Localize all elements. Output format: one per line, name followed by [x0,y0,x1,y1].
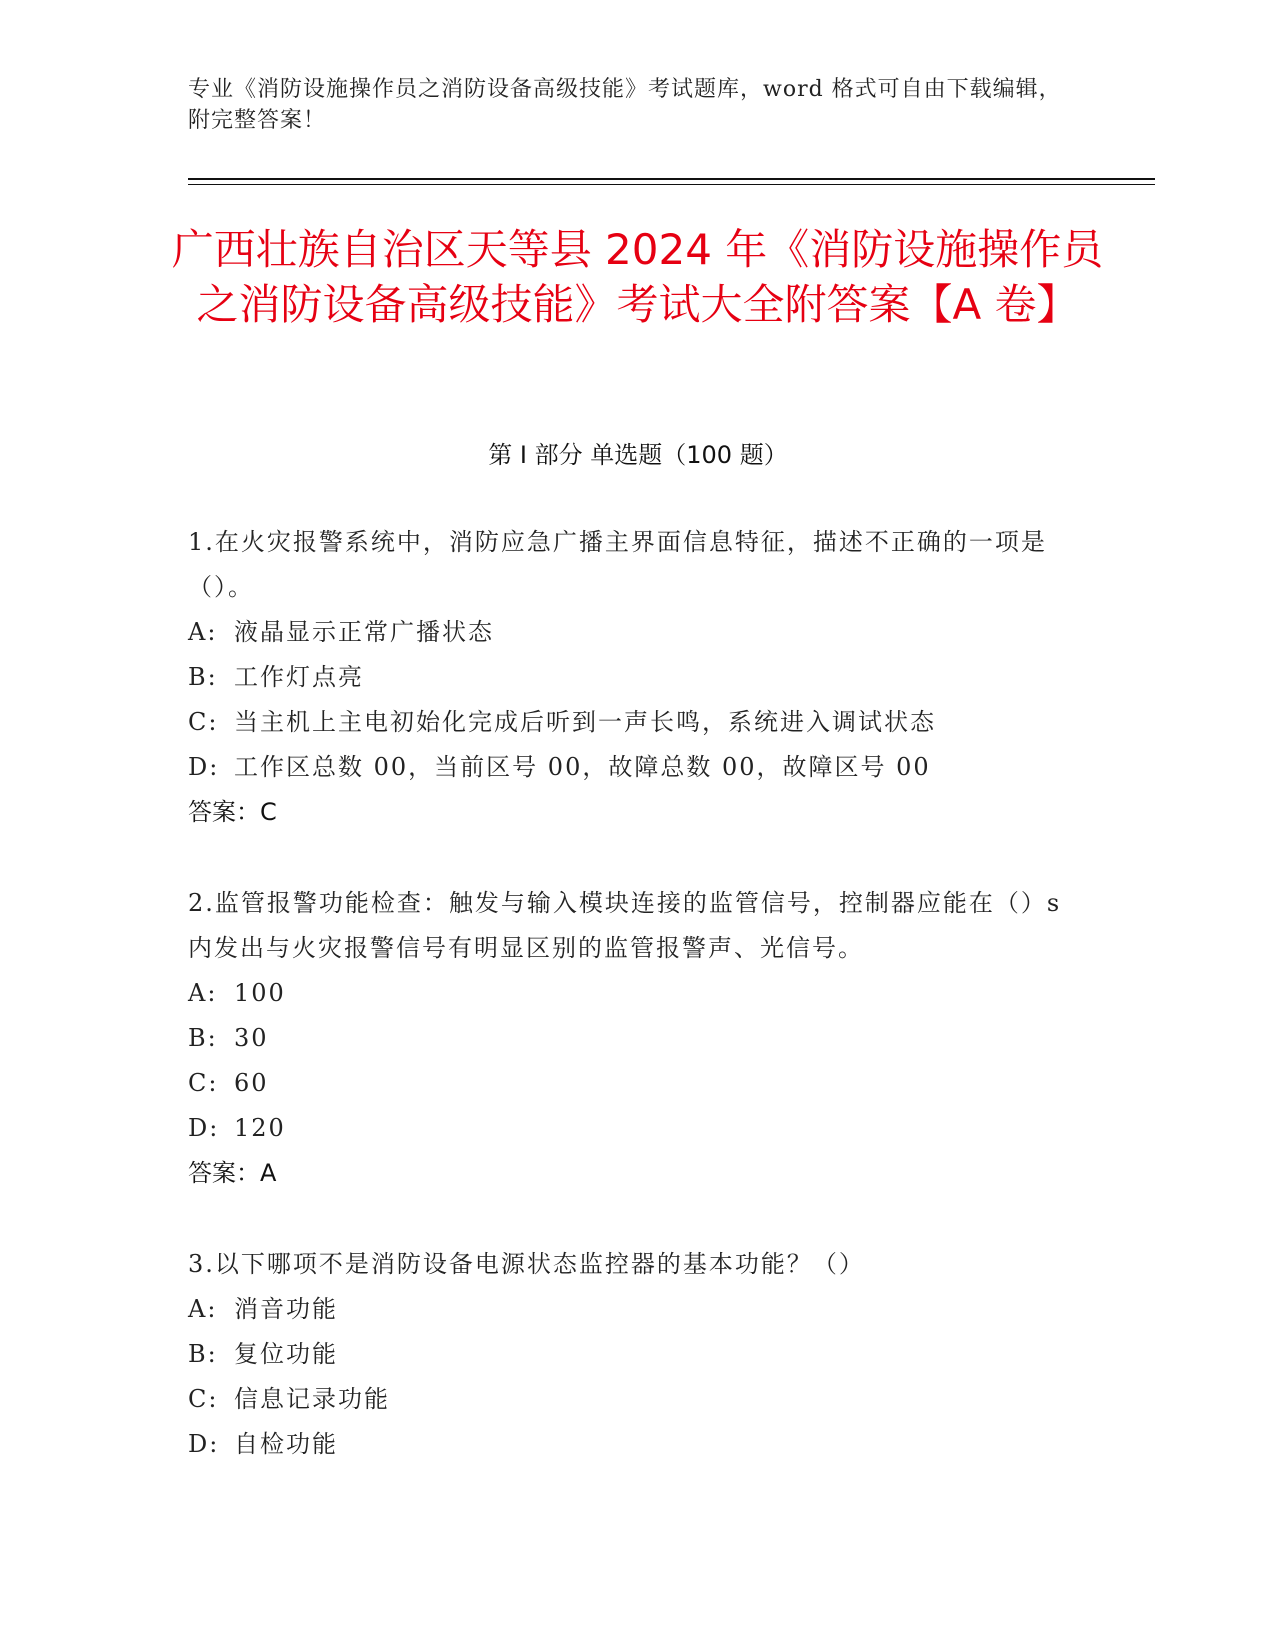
option-key: A: [188,1295,218,1323]
option-text: 120 [234,1114,286,1142]
option-text: 自检功能 [234,1430,338,1458]
option-key: D: [188,753,220,781]
option-text: 当主机上主电初始化完成后听到一声长鸣，系统进入调试状态 [234,708,936,736]
option-text: 工作区总数 00，当前区号 00，故障总数 00，故障区号 00 [234,753,931,781]
option-text: 30 [234,1024,269,1052]
option-a [188,1287,1068,1332]
option-key: A: [188,979,218,1007]
option-b [188,1332,1068,1377]
option-key: B: [188,1340,218,1368]
option-key: B: [188,1024,218,1052]
answer-label: 答案：A [188,1159,277,1187]
question-stem: 2.监管报警功能检查：触发与输入模块连接的监管信号，控制器应能在（）s 内发出与火灾报警信号有明显区别的监管报警声、光信号。 [188,889,1062,962]
option-text: 消音功能 [234,1295,338,1323]
option-a [188,971,1068,1016]
option-d [188,1106,1068,1151]
option-c [188,700,1068,745]
section-title: 第 I 部分 单选题（100 题） [488,441,788,469]
option-text: 复位功能 [234,1340,338,1368]
option-key: D: [188,1114,220,1142]
header-note: 专业《消防设施操作员之消防设备高级技能》考试题库，word 格式可自由下载编辑，附完整答案！ [188,77,1062,133]
option-text: 100 [234,979,286,1007]
option-text: 信息记录功能 [234,1385,390,1413]
option-key: C: [188,1385,219,1413]
option-key: C: [188,1069,219,1097]
option-key: A: [188,618,218,646]
answer-label: 答案：C [188,798,277,826]
option-text: 60 [234,1069,269,1097]
option-c [188,1377,1068,1422]
option-d [188,1422,1068,1467]
option-key: C: [188,708,219,736]
option-text: 工作灯点亮 [234,663,364,691]
option-key: D: [188,1430,220,1458]
option-c [188,1061,1068,1106]
question-3 [188,1242,1068,1467]
question-list [188,520,1068,1513]
option-a [188,610,1068,655]
option-text: 液晶显示正常广播状态 [234,618,494,646]
document-title: 广西壮族自治区天等县 2024 年《消防设施操作员之消防设备高级技能》考试大全附答案【A 卷】 [171,225,1104,329]
question-stem: 3.以下哪项不是消防设备电源状态监控器的基本功能？（） [188,1250,865,1278]
question-1 [188,520,1068,835]
option-b [188,1016,1068,1061]
option-b [188,655,1068,700]
option-key: B: [188,663,218,691]
header-divider-thin [188,184,1155,185]
header-divider-thick [188,178,1155,180]
option-d [188,745,1068,790]
question-stem: 1.在火灾报警系统中，消防应急广播主界面信息特征，描述不正确的一项是（）。 [188,528,1047,601]
question-2 [188,881,1068,1196]
